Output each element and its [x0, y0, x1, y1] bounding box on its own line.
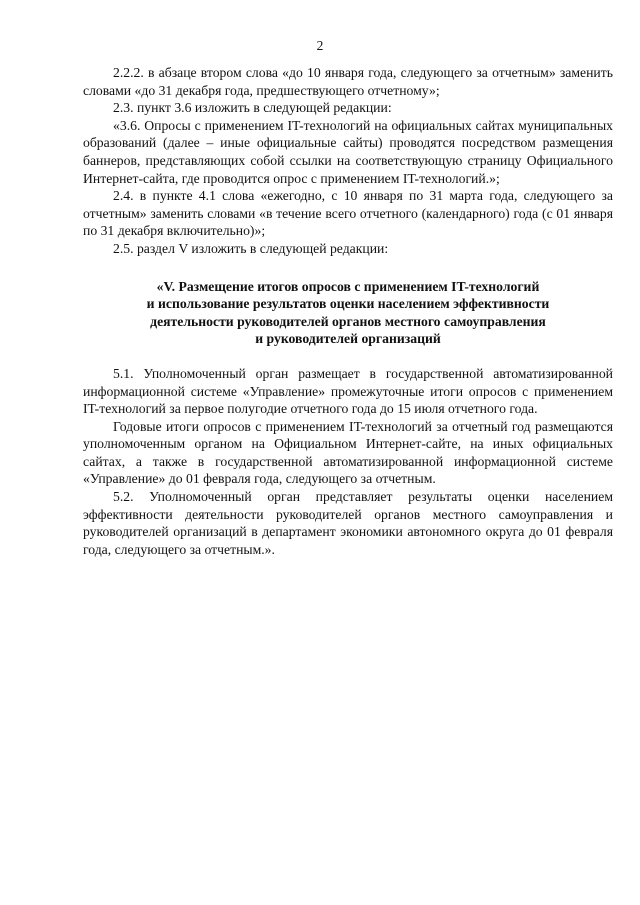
paragraph-2-4: 2.4. в пункте 4.1 слова «ежегодно, с 10 января по 31 марта года, следующего за отчетным» заменить словами «в течение всего отчетного (календарного) года (с 01 января по 31 декабря включительно)»;	[83, 188, 613, 239]
section-heading	[83, 278, 613, 348]
paragraph-2-5: 2.5. раздел V изложить в следующей редакции:	[113, 240, 389, 256]
section-heading-line-3: деятельности руководителей органов местного самоуправления	[150, 313, 546, 329]
paragraph-3-6: «3.6. Опросы с применением IT-технологий на официальных сайтах муниципальных образований (далее – иные официальные сайты) проводятся посредством размещения баннеров, представляющих собой ссылки на соответствующую страницу Официального Интернет-сайта, где проводится опрос с применением IT-технологий.»;	[83, 117, 613, 186]
document-body	[83, 64, 613, 558]
paragraph-5-2: 5.2. Уполномоченный орган представляет результаты оценки населением эффективности деятельности руководителей органов местного самоуправления и руководителей организаций в департамент экономики автономного округа до 01 февраля года, следующего за отчетным.».	[83, 489, 613, 557]
paragraph-2-2-2: 2.2.2. в абзаце втором слова «до 10 января года, следующего за отчетным» заменить словами «до 31 декабря года, предшествующего отчетному»;	[83, 65, 613, 98]
paragraph-annual-results: Годовые итоги опросов с применением IT-технологий за отчетный год размещаются уполномоченным органом на Официальном Интернет-сайте, на иных официальных сайтах, а также в государственной автоматизированной информационной системе «Управление» до 01 февраля года, следующего за отчетным.	[83, 418, 613, 487]
section-heading-line-2: и использование результатов оценки населением эффективности	[146, 296, 550, 312]
paragraph-2-3: 2.3. пункт 3.6 изложить в следующей редакции:	[113, 100, 392, 116]
paragraph-5-1: 5.1. Уполномоченный орган размещает в государственной автоматизированной информационной системе «Управление» промежуточные итоги опросов с применением IT-технологий за первое полугодие отчетного года до 15 июля отчетного года.	[83, 365, 613, 417]
section-heading-line-1: «V. Размещение итогов опросов с применением IT-технологий	[156, 278, 540, 294]
section-heading-line-4: и руководителей организаций	[255, 331, 441, 347]
page-number: 2	[316, 38, 324, 53]
